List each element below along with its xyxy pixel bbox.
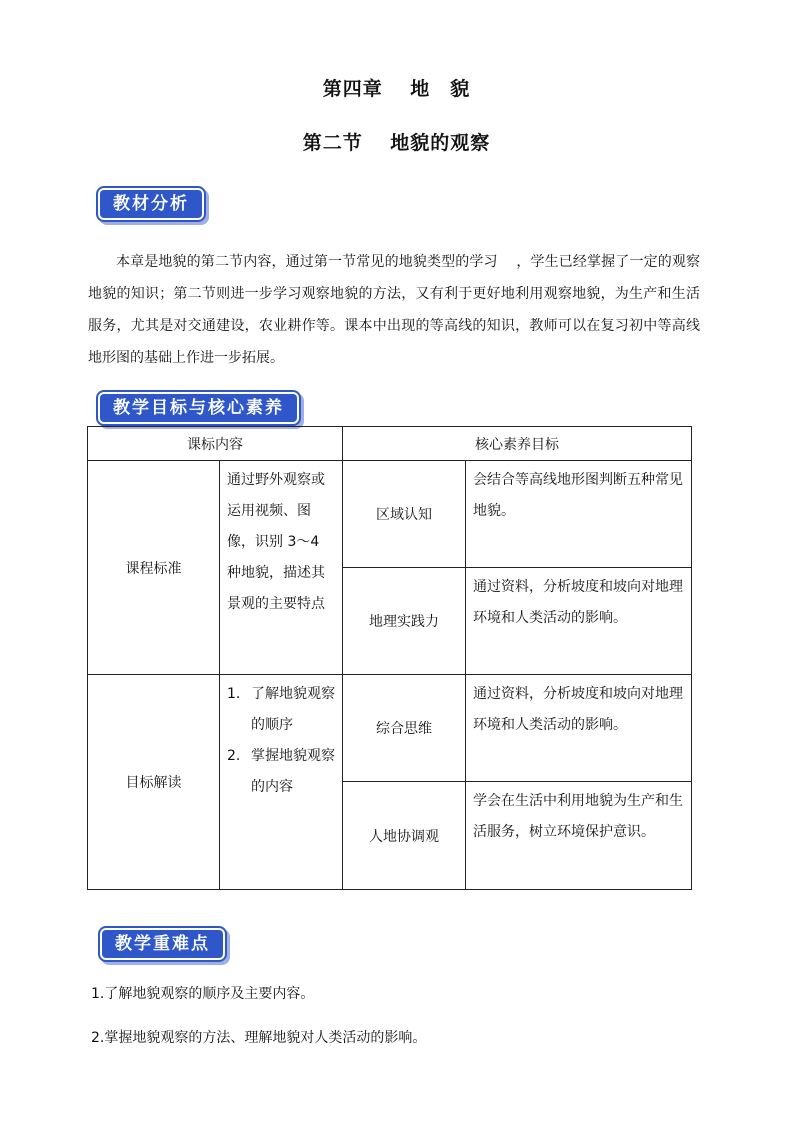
goals-table	[87, 426, 692, 890]
literacy-desc-1: 会结合等高线地形图判断五种常见地貌。	[466, 461, 692, 568]
literacy-name-2: 地理实践力	[343, 568, 466, 675]
literacy-name-4: 人地协调观	[343, 782, 466, 890]
section-badge-analysis: 教材分析	[98, 188, 204, 220]
literacy-desc-2: 通过资料，分析坡度和坡向对地理环境和人类活动的影响。	[466, 568, 692, 675]
standard-content: 通过野外观察或运用视频、图像，识别 3～4 种地貌，描述其景观的主要特点	[220, 461, 343, 675]
section-title: 第二节 地貌的观察	[302, 132, 491, 154]
section-badge-goals: 教学目标与核心素养	[98, 392, 299, 424]
header-literacy: 核心素养目标	[343, 427, 692, 461]
row-label-interpretation: 目标解读	[88, 675, 220, 890]
literacy-name-3: 综合思维	[343, 675, 466, 782]
chapter-title: 第四章 地 貌	[322, 78, 471, 100]
literacy-desc-3: 通过资料，分析坡度和坡向对地理环境和人类活动的影响。	[466, 675, 692, 782]
list-item: 1. 了解地貌观察的顺序	[227, 686, 335, 733]
key-point-1: 1.了解地貌观察的顺序及主要内容。	[91, 986, 315, 1002]
literacy-name-1: 区域认知	[343, 461, 466, 568]
row-label-standard: 课程标准	[88, 461, 220, 675]
literacy-desc-4: 学会在生活中利用地貌为生产和生活服务，树立环境保护意识。	[466, 782, 692, 890]
header-curriculum: 课标内容	[88, 427, 343, 461]
section-badge-key-points: 教学重难点	[100, 928, 225, 960]
interpretation-list	[220, 675, 343, 890]
list-item: 2. 掌握地貌观察的内容	[227, 748, 335, 795]
analysis-paragraph: 本章是地貌的第二节内容，通过第一节常见的地貌类型的学习 ，学生已经掌握了一定的观察地貌的知识；第二节则进一步学习观察地貌的方法，又有利于更好地利用观察地貌，为生产和生活服务，尤其是对交通建设，农业耕作等。课本中出现的等高线的知识，教师可以在复习初中等高线地形图的基础上作进一步拓展。	[88, 254, 700, 366]
key-point-2: 2.掌握地貌观察的方法、理解地貌对人类活动的影响。	[91, 1030, 427, 1046]
